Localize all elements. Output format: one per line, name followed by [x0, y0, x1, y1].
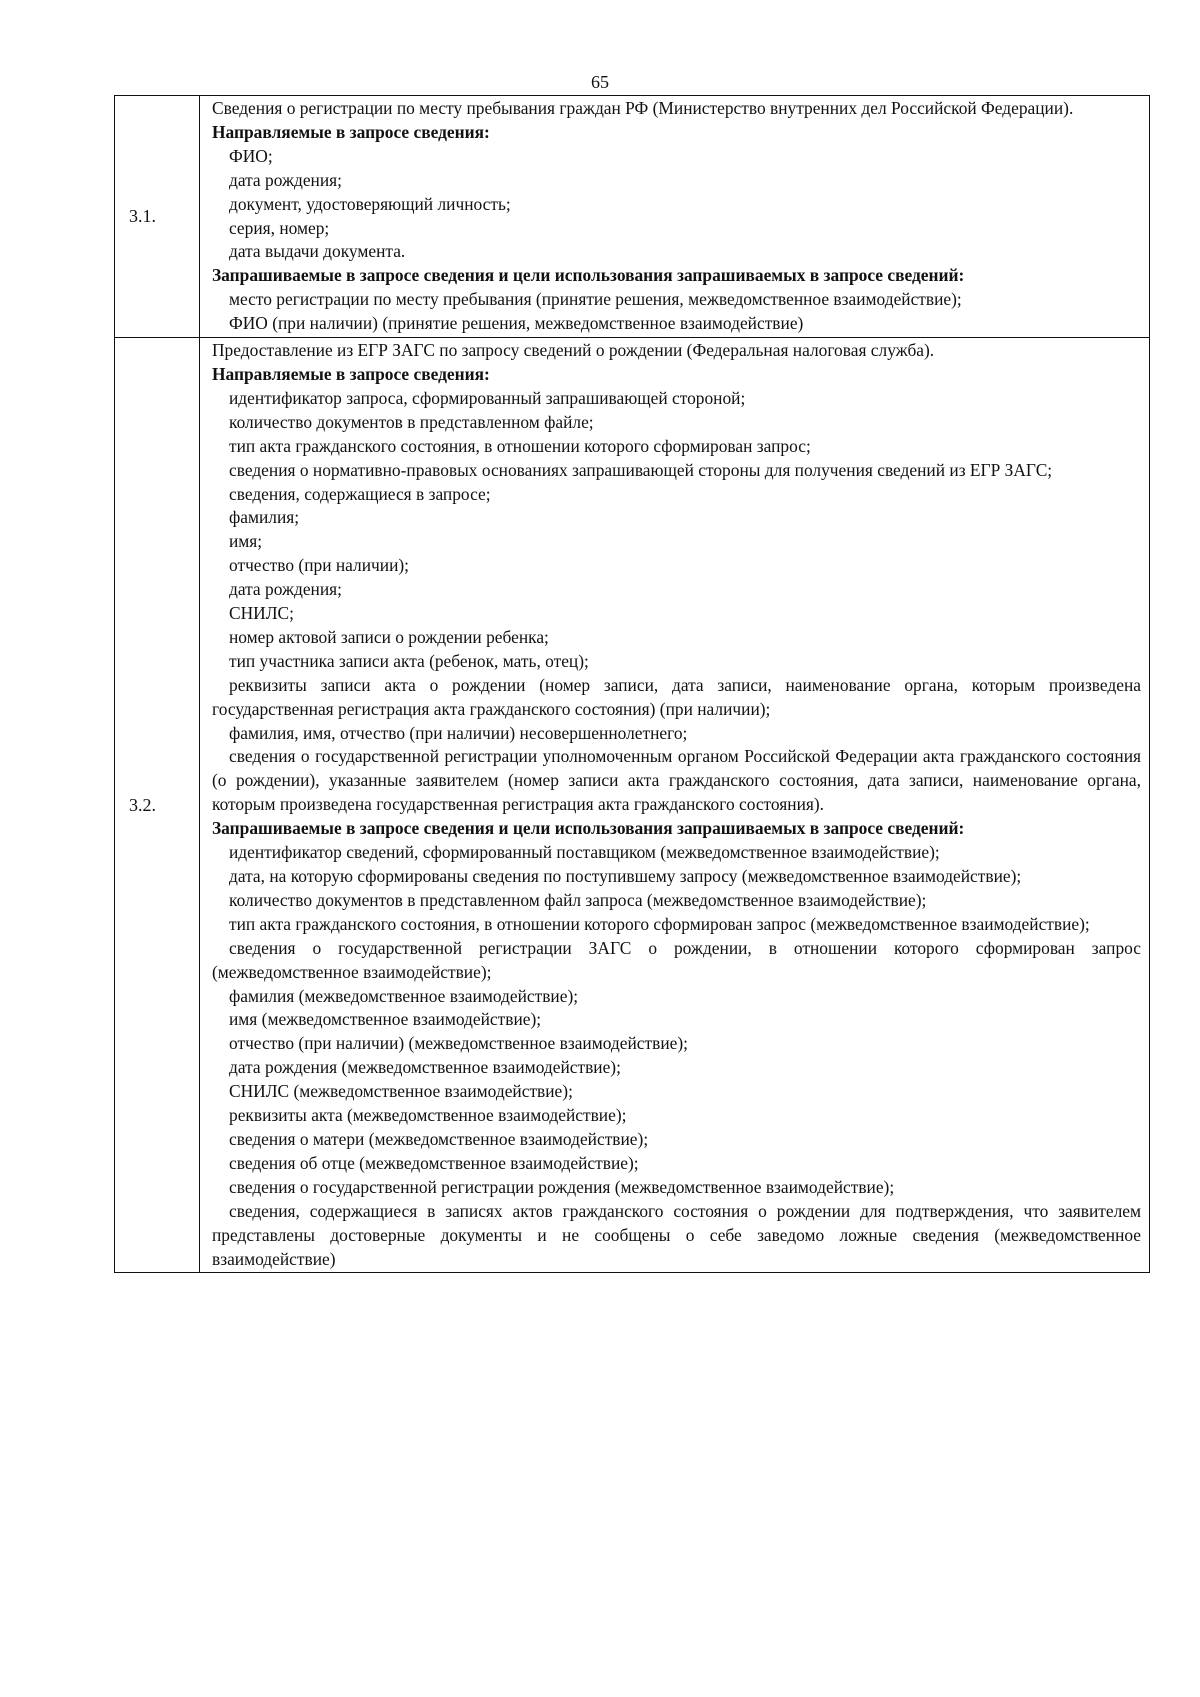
- requested-heading: Запрашиваемые в запросе сведения и цели использования запрашиваемых в запросе сведений:: [212, 818, 965, 839]
- requested-item: отчество (при наличии) (межведомственное взаимодействие);: [229, 1033, 688, 1054]
- row-number: 3.2.: [115, 338, 200, 1273]
- requested-item: ФИО (при наличии) (принятие решения, межведомственное взаимодействие): [229, 313, 804, 334]
- sent-item: тип акта гражданского состояния, в отношении которого сформирован запрос;: [229, 435, 811, 456]
- sent-item: СНИЛС;: [229, 603, 294, 624]
- table-row: [115, 96, 1150, 338]
- table-row: [115, 338, 1150, 1273]
- sent-item: ФИО;: [229, 145, 273, 166]
- sent-item: имя;: [229, 531, 263, 552]
- row-title: Предоставление из ЕГР ЗАГС по запросу сведений о рождении (Федеральная налоговая служба).: [212, 340, 935, 361]
- sent-heading: Направляемые в запросе сведения:: [212, 121, 490, 142]
- sent-item: отчество (при наличии);: [229, 555, 410, 576]
- sent-item: серия, номер;: [229, 217, 330, 238]
- requested-item: сведения о государственной регистрации рождения (межведомственное взаимодействие);: [229, 1176, 895, 1197]
- requested-item: идентификатор сведений, сформированный поставщиком (межведомственное взаимодействие);: [229, 842, 940, 863]
- sent-item: дата рождения;: [229, 579, 342, 600]
- requested-item: дата рождения (межведомственное взаимодействие);: [229, 1057, 621, 1078]
- requested-item: реквизиты акта (межведомственное взаимодействие);: [229, 1105, 627, 1126]
- row-content: [200, 96, 1150, 338]
- row-number: 3.1.: [115, 96, 200, 338]
- sent-item: дата выдачи документа.: [229, 241, 406, 262]
- requested-item: сведения о государственной регистрации ЗАГС о рождении, в отношении которого сформирован запрос (межведомственное взаимодействие);: [212, 937, 1141, 982]
- requested-item: фамилия (межведомственное взаимодействие);: [229, 985, 579, 1006]
- sent-item: тип участника записи акта (ребенок, мать, отец);: [229, 650, 589, 671]
- sent-item: сведения, содержащиеся в запросе;: [229, 483, 491, 504]
- requested-item: сведения, содержащиеся в записях актов гражданского состояния о рождении для подтверждения, что заявителем представлены достоверные документы и не сообщены о себе заведомо ложные сведения (межведомственное взаимодействие): [212, 1200, 1141, 1269]
- requirements-table: [114, 95, 1150, 1273]
- requested-item: тип акта гражданского состояния, в отношении которого сформирован запрос (межведомственное взаимодействие);: [229, 913, 1090, 934]
- sent-item: идентификатор запроса, сформированный запрашивающей стороной;: [229, 387, 746, 408]
- sent-heading: Направляемые в запросе сведения:: [212, 363, 490, 384]
- requested-item: место регистрации по месту пребывания (принятие решения, межведомственное взаимодействие);: [229, 289, 962, 310]
- requested-item: сведения об отце (межведомственное взаимодействие);: [229, 1152, 639, 1173]
- sent-item: количество документов в представленном файле;: [229, 411, 594, 432]
- requested-item: сведения о матери (межведомственное взаимодействие);: [229, 1128, 649, 1149]
- requested-item: СНИЛС (межведомственное взаимодействие);: [229, 1081, 573, 1102]
- row-title: Сведения о регистрации по месту пребывания граждан РФ (Министерство внутренних дел Российской Федерации).: [212, 98, 1074, 118]
- sent-item: сведения о нормативно-правовых основаниях запрашивающей стороны для получения сведений из ЕГР ЗАГС;: [229, 459, 1053, 480]
- sent-item: номер актовой записи о рождении ребенка;: [229, 626, 549, 647]
- sent-item: сведения о государственной регистрации уполномоченным органом Российской Федерации акта гражданского состояния (о рождении), указанные заявителем (номер записи акта гражданского состояния, дата записи, наименование органа, которым произведена государственная регистрация акта гражданского состояния).: [212, 746, 1141, 815]
- row-content: [200, 338, 1150, 1273]
- sent-item: фамилия;: [229, 507, 300, 528]
- requested-item: количество документов в представленном файл запроса (межведомственное взаимодействие);: [229, 889, 927, 910]
- requested-item: имя (межведомственное взаимодействие);: [229, 1009, 542, 1030]
- requested-heading: Запрашиваемые в запросе сведения и цели использования запрашиваемых в запросе сведений:: [212, 265, 965, 286]
- sent-item: реквизиты записи акта о рождении (номер записи, дата записи, наименование органа, которым произведена государственная регистрация акта гражданского состояния) (при наличии);: [212, 674, 1141, 719]
- requested-item: дата, на которую сформированы сведения по поступившему запросу (межведомственное взаимодействие);: [229, 866, 1022, 886]
- sent-item: документ, удостоверяющий личность;: [229, 193, 511, 214]
- sent-item: фамилия, имя, отчество (при наличии) несовершеннолетнего;: [229, 722, 688, 743]
- page-number: 65: [591, 72, 609, 92]
- sent-item: дата рождения;: [229, 169, 342, 190]
